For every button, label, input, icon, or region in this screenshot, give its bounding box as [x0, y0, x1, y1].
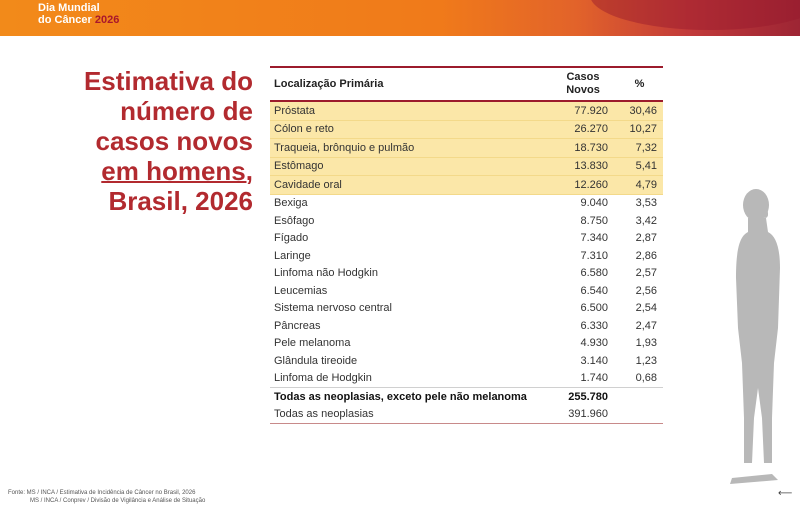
- cell-percent: 0,68: [635, 372, 657, 385]
- cell-cases: 13.830: [550, 157, 616, 176]
- cell-percent: 2,86: [635, 249, 657, 262]
- cell-location: Sistema nervoso central: [274, 302, 392, 315]
- cell-location: Linfoma não Hodgkin: [274, 267, 378, 280]
- cell-cases: 391.960: [568, 408, 608, 421]
- table-row: [270, 212, 663, 230]
- logo-line2: do Câncer 2026: [38, 14, 120, 26]
- cell-cases: 77.920: [550, 101, 616, 120]
- table-row: [270, 352, 663, 370]
- table-row: [270, 265, 663, 283]
- table-row: [270, 247, 663, 265]
- header-banner: [0, 0, 800, 36]
- header-cases: Casos Novos: [566, 71, 600, 96]
- cell-location: Pâncreas: [274, 319, 321, 332]
- table-row: [270, 282, 663, 300]
- event-logo: [38, 2, 119, 26]
- title-line: número de: [120, 96, 253, 126]
- man-silhouette: [718, 188, 800, 488]
- table-row: [270, 176, 663, 195]
- cell-location: Linfoma de Hodgkin: [274, 372, 372, 385]
- cell-percent: 3,42: [635, 214, 657, 227]
- logo-year: 2026: [94, 14, 120, 26]
- table-row: [270, 194, 663, 212]
- cell-cases: 1.740: [580, 372, 608, 385]
- cell-cases: 12.260: [550, 176, 616, 195]
- title-line: casos novos: [95, 126, 253, 156]
- cell-empty: [616, 406, 663, 424]
- table-row: [270, 139, 663, 158]
- cell-percent: 2,54: [635, 302, 657, 315]
- header-percent: %: [634, 77, 645, 90]
- table-row: [270, 370, 663, 388]
- source-line: Fonte: MS / INCA / Estimativa de Incidência de Câncer no Brasil, 2026: [8, 490, 196, 496]
- source-line: MS / INCA / Conprev / Divisão de Vigilância e Análise de Situação: [30, 498, 206, 504]
- cell-location: Glândula tireoide: [274, 354, 358, 367]
- cell-location: Próstata: [270, 101, 550, 120]
- table-row: [270, 230, 663, 248]
- cell-percent: 3,53: [635, 197, 657, 210]
- table-row: [270, 120, 663, 139]
- total-row-all: [270, 406, 663, 424]
- cell-percent: 30,46: [616, 101, 663, 120]
- cell-cases: 9.040: [580, 197, 608, 210]
- cell-percent: 5,41: [616, 157, 663, 176]
- cell-cases: 6.330: [580, 319, 608, 332]
- table-row: [270, 157, 663, 176]
- cell-location: Bexiga: [274, 197, 308, 210]
- cell-cases: 3.140: [580, 354, 608, 367]
- title-line-underlined: em homens,: [101, 156, 253, 186]
- cell-location: Laringe: [274, 249, 311, 262]
- cell-percent: 2,56: [635, 284, 657, 297]
- cell-location: Fígado: [274, 232, 309, 245]
- cell-location: Traqueia, brônquio e pulmão: [270, 139, 550, 158]
- table-row: [270, 335, 663, 353]
- table-body: [270, 101, 663, 424]
- table-row: [270, 101, 663, 120]
- cell-cases: 6.500: [580, 302, 608, 315]
- table-row: [270, 317, 663, 335]
- table-header-row: [270, 67, 663, 101]
- cell-percent: 7,32: [616, 139, 663, 158]
- banner-swoosh: [590, 0, 800, 30]
- title-line: Brasil, 2026: [108, 186, 253, 216]
- cell-cases: 4.930: [580, 337, 608, 350]
- cell-location: Cólon e reto: [270, 120, 550, 139]
- header-location: Localização Primária: [274, 78, 384, 90]
- cell-cases: 6.580: [580, 267, 608, 280]
- cell-percent: 10,27: [616, 120, 663, 139]
- cell-cases: 255.780: [568, 390, 608, 403]
- cell-cases: 6.540: [580, 284, 608, 297]
- nav-arrow-icon[interactable]: ⟵: [778, 488, 793, 499]
- title-line: Estimativa do: [83, 66, 253, 96]
- cell-cases: 18.730: [550, 139, 616, 158]
- cell-location: Estômago: [270, 157, 550, 176]
- cell-empty: [616, 388, 663, 406]
- total-row-excl: [270, 388, 663, 406]
- cell-percent: 2,87: [635, 232, 657, 245]
- cell-location: Esôfago: [274, 214, 315, 227]
- cell-location: Leucemias: [274, 284, 328, 297]
- cell-cases: 7.310: [580, 249, 608, 262]
- table-row: [270, 300, 663, 318]
- slide-title: [50, 66, 253, 216]
- cell-cases: 7.340: [580, 232, 608, 245]
- cell-percent: 1,23: [635, 354, 657, 367]
- cell-percent: 2,47: [635, 319, 657, 332]
- cell-location: Pele melanoma: [274, 337, 351, 350]
- cell-location: Todas as neoplasias, exceto pele não melanoma: [274, 390, 527, 403]
- logo-line1: Dia Mundial: [38, 2, 100, 14]
- cell-cases: 26.270: [550, 120, 616, 139]
- cell-location: Todas as neoplasias: [274, 408, 374, 421]
- cancer-estimate-table: [270, 66, 663, 424]
- cell-percent: 2,57: [635, 267, 657, 280]
- cell-cases: 8.750: [580, 214, 608, 227]
- cell-percent: 1,93: [635, 337, 657, 350]
- cell-percent: 4,79: [616, 176, 663, 195]
- cell-location: Cavidade oral: [270, 176, 550, 195]
- source-note: [8, 489, 205, 505]
